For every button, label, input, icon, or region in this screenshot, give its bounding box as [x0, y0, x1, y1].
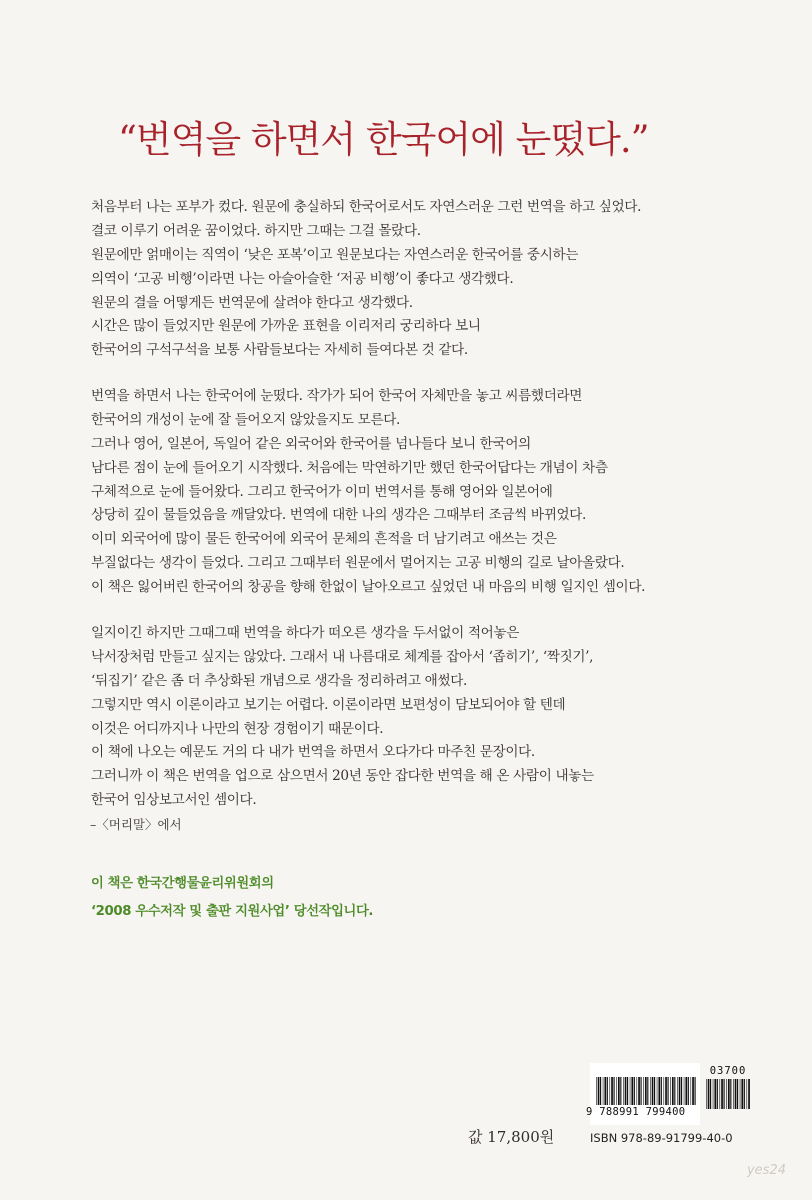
ean-digits: 9 788991 799400 [586, 1106, 686, 1118]
addon-bars [706, 1079, 750, 1109]
barcode-bar [631, 1077, 633, 1105]
award-notice-line: 이 책은 한국간행물윤리위원회의 [91, 876, 274, 891]
text-line: 한국어의 구석구석을 보통 사람들보다는 자세히 들여다본 것 같다. [91, 342, 468, 359]
barcode-bar [650, 1077, 651, 1105]
barcode-bar [730, 1079, 731, 1109]
barcode-bar [688, 1077, 689, 1105]
barcode-bar [618, 1077, 620, 1105]
barcode-bar [623, 1077, 624, 1105]
barcode-bar [684, 1077, 685, 1105]
text-line: 번역을 하면서 나는 한국어에 눈떴다. 작가가 되어 한국어 자체만을 놓고 씨름했더라면 [91, 388, 583, 404]
text-line: 남다른 점이 눈에 들어오기 시작했다. 처음에는 막연하기만 했던 한국어답다는 개념이 차츰 [91, 459, 608, 476]
barcode-bar [634, 1077, 635, 1105]
barcode-bar [670, 1077, 671, 1105]
text-line: 구체적으로 눈에 들어왔다. 그리고 한국어가 이미 번역서를 통해 영어와 일본어에 [91, 483, 553, 500]
barcode-bar [620, 1077, 621, 1105]
barcode-bar [664, 1077, 665, 1105]
headline-quote: “번역을 하면서 한국어에 눈떴다.” [118, 118, 649, 161]
barcode-bar [637, 1077, 638, 1105]
barcode-bar [744, 1079, 745, 1109]
barcode-bar [611, 1077, 613, 1105]
barcode-bar [638, 1077, 640, 1105]
barcode-bar [668, 1077, 669, 1105]
barcode-bar [685, 1077, 687, 1105]
text-line: 한국어 임상보고서인 셈이다. [91, 792, 257, 809]
barcode-bar [706, 1079, 707, 1109]
price-label: 값 17,800원 [468, 1128, 555, 1146]
barcode-bar [600, 1077, 601, 1105]
barcode-bar [695, 1077, 696, 1105]
barcode-bar [603, 1077, 604, 1105]
text-line: 상당히 깊이 물들었음을 깨달았다. 번역에 대한 나의 생각은 그때부터 조금씩 바뀌었다. [91, 507, 587, 524]
barcode-bar [657, 1077, 658, 1105]
barcode-bar [708, 1079, 710, 1109]
barcode-bar [643, 1077, 644, 1105]
text-line: 그렇지만 역시 이론이라고 보기는 어렵다. 이론이라면 보편성이 담보되어야 할 텐데 [91, 696, 566, 713]
text-line: 원문에만 얽매이는 직역이 ‘낮은 포복’이고 원문보다는 자연스러운 한국어를 중시하는 [91, 246, 579, 263]
barcode-bar [747, 1079, 748, 1109]
barcode-bar [737, 1079, 738, 1109]
barcode-bar [658, 1077, 660, 1105]
barcode-bar [641, 1077, 642, 1105]
barcode-bar [661, 1077, 662, 1105]
barcode-bar [607, 1077, 608, 1105]
barcode-bar [665, 1077, 667, 1105]
text-line: 일지이긴 하지만 그때그때 번역을 하다가 떠오른 생각을 두서없이 적어놓은 [91, 625, 519, 641]
paragraph-3 [91, 622, 711, 813]
barcode-bar [652, 1077, 654, 1105]
text-line: ‘뒤집기’ 같은 좀 더 추상화된 개념으로 생각을 정리하려고 애썼다. [91, 672, 468, 689]
barcode-bar [645, 1077, 647, 1105]
barcode-bar [713, 1079, 714, 1109]
text-line: 시간은 많이 들었지만 원문에 가까운 표현을 이리저리 궁리하다 보니 [91, 318, 481, 335]
text-line: 이것은 어디까지나 나만의 현장 경험이기 때문이다. [91, 720, 384, 737]
text-line: 부질없다는 생각이 들었다. 그리고 그때부터 원문에서 멀어지는 고공 비행의 길로 날아올랐다. [91, 555, 625, 572]
barcode-bar [710, 1079, 711, 1109]
paragraph-1 [91, 196, 711, 363]
barcode-bar [616, 1077, 617, 1105]
barcode-bar [679, 1077, 681, 1105]
barcode-bar [692, 1077, 694, 1105]
text-line: 낙서장처럼 만들고 싶지는 않았다. 그래서 내 나름대로 체계를 잡아서 ‘좁히기’, ‘짝짓기’, [91, 648, 594, 665]
text-line: 이 책은 잃어버린 한국어의 창공을 향해 한없이 날아오르고 싶었던 내 마음의 비행 일지인 셈이다. [91, 579, 646, 596]
text-line: 그러니까 이 책은 번역을 업으로 삼으면서 20년 동안 잡다한 번역을 해 온 사람이 내놓는 [91, 768, 594, 785]
barcode-bar [724, 1079, 725, 1109]
text-line: 원문의 결을 어떻게든 번역문에 살려야 한다고 생각했다. [91, 294, 413, 311]
barcode-bar [674, 1077, 675, 1105]
barcode-bar [726, 1079, 727, 1109]
barcode-bar [614, 1077, 615, 1105]
paragraph-2 [91, 385, 711, 600]
barcode-bar [728, 1079, 730, 1109]
barcode-bar [677, 1077, 678, 1105]
barcode-bar [720, 1079, 721, 1109]
text-line: 이 책에 나오는 예문도 거의 다 내가 번역을 하면서 오다가다 마주친 문장이다. [91, 744, 535, 761]
text-line: 처음부터 나는 포부가 컸다. 원문에 충실하되 한국어로서도 자연스러운 그런 번역을 하고 싶었다. [91, 199, 642, 215]
barcode-bar [717, 1079, 718, 1109]
watermark-logo: yes24 [746, 1163, 786, 1178]
barcode-bar [741, 1079, 743, 1109]
barcode-bar [654, 1077, 655, 1105]
barcode-bar [598, 1077, 600, 1105]
barcode-bar [647, 1077, 648, 1105]
barcode-bar [596, 1077, 597, 1105]
barcode-bar [604, 1077, 606, 1105]
barcode-bar [748, 1079, 750, 1109]
barcode-bar [630, 1077, 631, 1105]
barcode-bar [625, 1077, 627, 1105]
barcode-bar [627, 1077, 628, 1105]
barcode-bar [733, 1079, 734, 1109]
text-line: 결코 이루기 어려운 꿈이었다. 하지만 그때는 그걸 몰랐다. [91, 222, 421, 239]
barcode-bar [740, 1079, 741, 1109]
barcode-bar [610, 1077, 611, 1105]
text-line: 이미 외국어에 많이 물든 한국어에 외국어 문체의 흔적을 더 남기려고 애쓰는 것은 [91, 531, 557, 548]
award-notice [91, 870, 373, 926]
barcode-bar [672, 1077, 674, 1105]
addon-digits: 03700 [709, 1065, 747, 1077]
barcode-bar [721, 1079, 723, 1109]
barcode-bar [735, 1079, 737, 1109]
ean-bars [596, 1077, 696, 1105]
barcode-bar [691, 1077, 692, 1105]
barcode-bar [681, 1077, 682, 1105]
text-line: 의역이 ‘고공 비행’이라면 나는 아슬아슬한 ‘저공 비행’이 좋다고 생각했다. [91, 270, 514, 287]
award-notice-line: ‘2008 우수저작 및 출판 지원사업’ 당선작입니다. [91, 904, 374, 919]
text-line: 그러나 영어, 일본어, 독일어 같은 외국어와 한국어를 넘나들다 보니 한국어의 [91, 435, 531, 452]
text-line: 한국어의 개성이 눈에 잘 들어오지 않았을지도 모른다. [91, 411, 400, 428]
source-attribution: –〈머리말〉에서 [90, 817, 182, 832]
barcode-bar [714, 1079, 716, 1109]
isbn-number: ISBN 978-89-91799-40-0 [590, 1131, 733, 1145]
